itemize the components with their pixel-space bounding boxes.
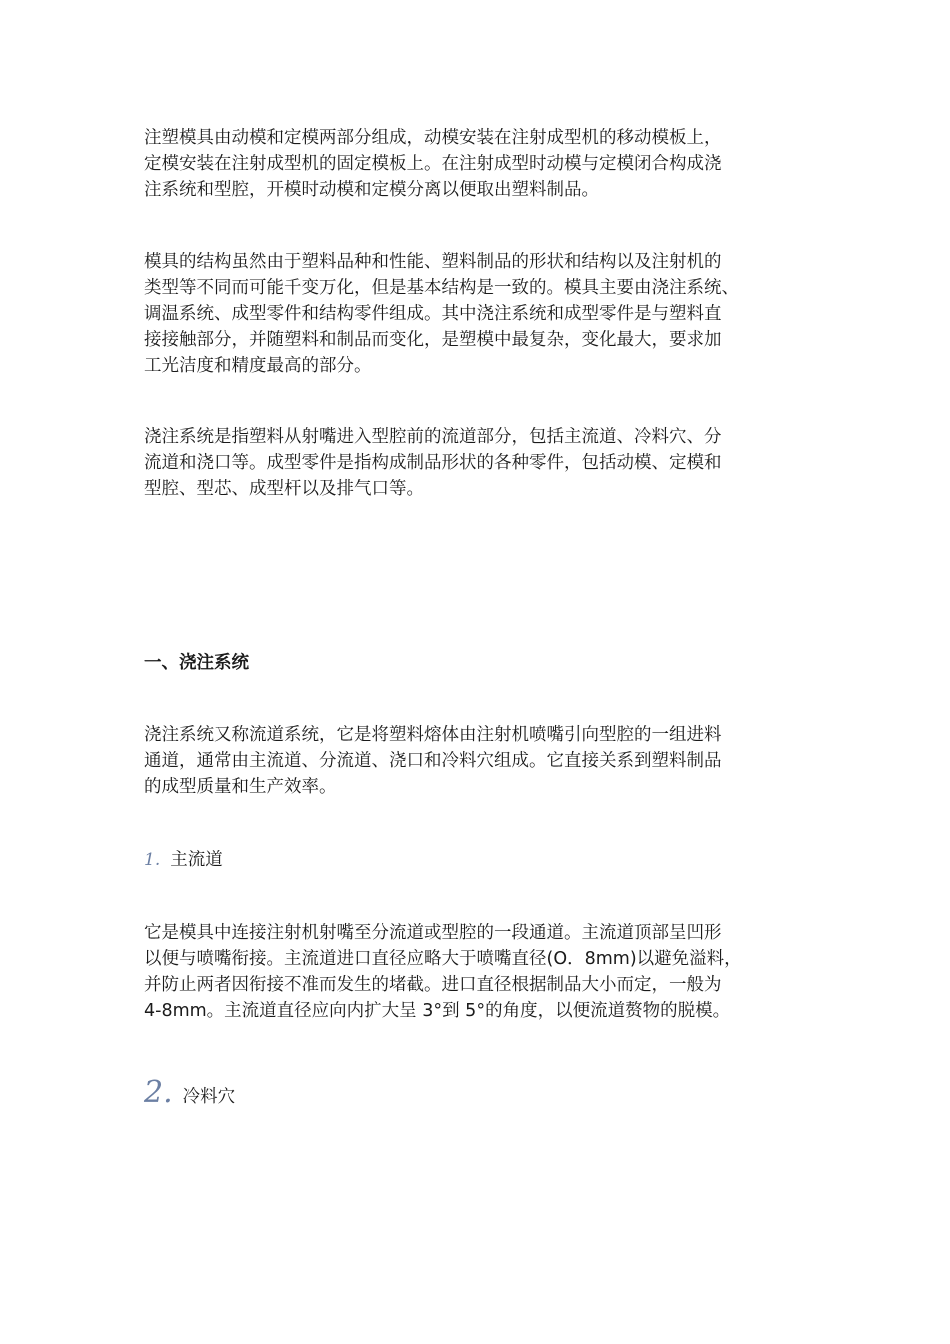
subheading-label: 主流道 <box>170 850 223 870</box>
subheading-cold-slug-well <box>144 1075 235 1110</box>
paragraph-intro: 注塑模具由动模和定模两部分组成，动模安装在注射成型机的移动模板上， 定模安装在注射成型机的固定模板上。在注射成型时动模与定模闭合构成浇 注系统和型腔，开模时动模和定模分离以便取出塑料制品。 <box>144 128 722 200</box>
subheading-sprue <box>144 846 223 871</box>
list-number: 1. <box>144 850 161 870</box>
subheading-label: 冷料穴 <box>182 1087 236 1107</box>
paragraph-sprue: 它是模具中连接注射机射嘴至分流道或型腔的一段通道。主流道顶部呈凹形 以便与喷嘴衔接。主流道进口直径应略大于喷嘴直径(O．8mm)以避免溢料， 并防止两者因衔接不准而发生的堵截。进口直径根据制品大小而定，一般为 4-8mm。主流道直径应向内扩大呈 3°到 5°的角度，以便流道赘物的脱模。 <box>144 923 742 1021</box>
paragraph-gating-overview: 浇注系统是指塑料从射嘴进入型腔前的流道部分，包括主流道、冷料穴、分 流道和浇口等。成型零件是指构成制品形状的各种零件，包括动模、定模和 型腔、型芯、成型杆以及排气口等。 <box>144 427 722 499</box>
section-heading-gating-system: 一、浇注系统 <box>144 653 249 673</box>
paragraph-structure: 模具的结构虽然由于塑料品种和性能、塑料制品的形状和结构以及注射机的 类型等不同而可能千变万化，但是基本结构是一致的。模具主要由浇注系统、 调温系统、成型零件和结构零件组成。其中浇注系统和成型零件是与塑料直 接接触部分，并随塑料和制品而变化，是塑模中最复杂，变化最大，要求加 工光洁度和精度最高的部分。 <box>144 252 739 376</box>
paragraph-gating-system: 浇注系统又称流道系统，它是将塑料熔体由注射机喷嘴引向型腔的一组进料 通道，通常由主流道、分流道、浇口和冷料穴组成。它直接关系到塑料制品 的成型质量和生产效率。 <box>144 725 722 797</box>
list-number: 2. <box>144 1075 173 1110</box>
